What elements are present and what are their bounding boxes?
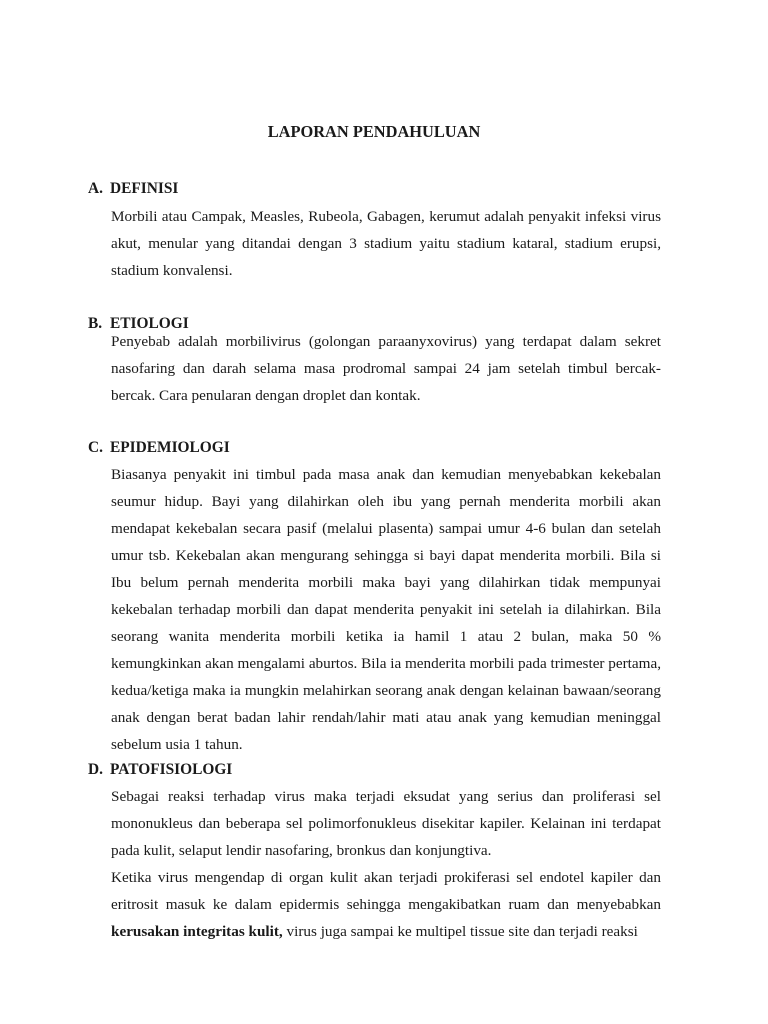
section-heading-epidemiologi xyxy=(88,439,230,457)
section-letter: B. xyxy=(88,315,103,332)
section-letter: A. xyxy=(88,180,103,197)
paragraph: Morbili atau Campak, Measles, Rubeola, Gabagen, kerumut adalah penyakit infeksi virus akut, menular yang ditandai dengan 3 stadium yaitu stadium kataral, stadium erupsi, stadium konvalensi. xyxy=(111,208,661,279)
section-heading-patofisiologi xyxy=(88,761,232,779)
section-letter: C. xyxy=(88,439,103,456)
paragraph: Sebagai reaksi terhadap virus maka terjadi eksudat yang serius dan proliferasi sel mononukleus dan beberapa sel polimorfonukleus disekitar kapiler. Kelainan ini terdapat pada kulit, selaput lendir nasofaring, bronkus dan konjungtiva. xyxy=(111,788,661,859)
section-title: EPIDEMIOLOGI xyxy=(110,439,230,456)
section-title: DEFINISI xyxy=(110,180,179,197)
paragraph xyxy=(111,864,661,945)
page-title: LAPORAN PENDAHULUAN xyxy=(267,122,481,141)
paragraph: Penyebab adalah morbilivirus (golongan paraanyxovirus) yang terdapat dalam sekret nasofaring dan darah selama masa prodromal sampai 24 jam setelah timbul bercak-bercak. Cara penularan dengan droplet dan kontak. xyxy=(111,333,661,404)
section-body-epidemiologi xyxy=(111,461,661,758)
section-body-definisi xyxy=(111,203,661,284)
section-title: PATOFISIOLOGI xyxy=(110,761,233,778)
bold-phrase: kerusakan integritas kulit, xyxy=(111,923,283,940)
paragraph-text: Ketika virus mengendap di organ kulit akan terjadi prokiferasi sel endotel kapiler dan eritrosit masuk ke dalam epidermis sehingga mengakibatkan ruam dan menyebabkan xyxy=(111,869,661,913)
section-heading-definisi xyxy=(88,180,178,198)
section-body-patofisiologi xyxy=(111,783,661,945)
paragraph-continuation: virus juga sampai ke multipel tissue site dan terjadi reaksi xyxy=(282,923,638,940)
section-letter: D. xyxy=(88,761,103,778)
section-title: ETIOLOGI xyxy=(110,315,189,332)
section-body-etiologi xyxy=(111,328,661,409)
paragraph: Biasanya penyakit ini timbul pada masa anak dan kemudian menyebabkan kekebalan seumur hidup. Bayi yang dilahirkan oleh ibu yang pernah menderita morbili akan mendapat kekebalan secara pasif (melalui plasenta) sampai umur 4-6 bulan dan setelah umur tsb. Kekebalan akan mengurang sehingga si bayi dapat menderita morbili. Bila si Ibu belum pernah menderita morbili maka bayi yang dilahirkan tidak mempunyai kekebalan terhadap morbili dan dapat menderita penyakit ini setelah ia dilahirkan. Bila seorang wanita menderita morbili ketika ia hamil 1 atau 2 bulan, maka 50 % kemungkinkan akan mengalami aburtos. Bila ia menderita morbili pada trimester pertama, kedua/ketiga maka ia mungkin melahirkan seorang anak dengan kelainan bawaan/seorang anak dengan berat badan lahir rendah/lahir mati atau anak yang kemudian meninggal sebelum usia 1 tahun. xyxy=(111,466,661,753)
